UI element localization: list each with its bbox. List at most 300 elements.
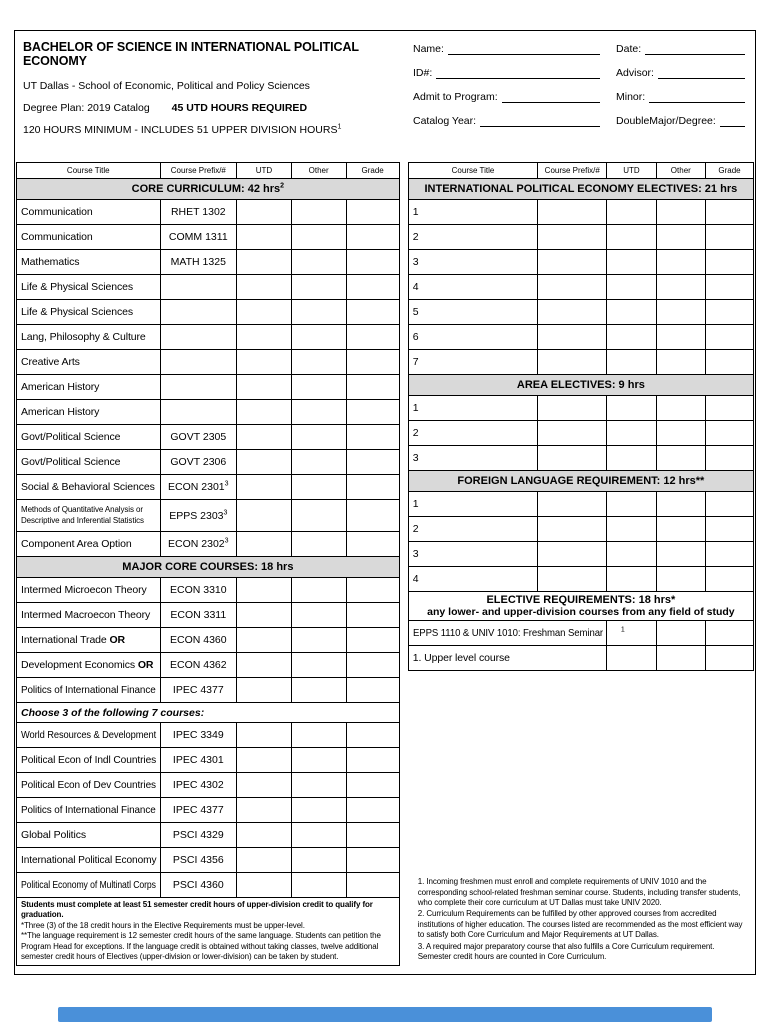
utd-cell[interactable]: [607, 446, 656, 471]
utd-cell[interactable]: [237, 400, 292, 425]
degree-plan-line: [23, 102, 407, 114]
section-header-row: [17, 557, 400, 578]
footnote-line: 3. A required major preparatory course that also fulfills a Core Curriculum requirement. Semester credit hours are counted in Core Curriculum.: [417, 941, 715, 961]
grade-cell[interactable]: [346, 375, 399, 400]
grade-cell[interactable]: [705, 350, 753, 375]
grade-cell[interactable]: [346, 325, 399, 350]
course-row: [17, 350, 400, 375]
course-prefix-cell: RHET 1302: [160, 200, 237, 225]
course-row: [17, 848, 400, 873]
utd-cell[interactable]: [607, 225, 656, 250]
other-cell[interactable]: [291, 748, 346, 773]
footnote-line: 1. Incoming freshmen must enroll and complete requirements of UNIV 1010 and the corresponding school-related freshman seminar course. Students, including transfer students, who complete their core curriculum at UT Dallas must take UNIV 2020.: [417, 877, 741, 907]
bottom-toolbar-bar[interactable]: [58, 1007, 712, 1022]
column-header: Grade: [346, 163, 399, 179]
other-cell[interactable]: [656, 300, 705, 325]
course-prefix-cell: [538, 421, 607, 446]
grade-cell[interactable]: [346, 823, 399, 848]
grade-cell[interactable]: [705, 542, 753, 567]
course-prefix-cell: GOVT 2306: [160, 450, 237, 475]
utd-cell[interactable]: [237, 375, 292, 400]
utd-cell[interactable]: [607, 250, 656, 275]
other-cell[interactable]: [291, 798, 346, 823]
form-field-row: [413, 114, 745, 127]
utd-cell[interactable]: [237, 748, 292, 773]
field-blank-line-double-major-degree[interactable]: [720, 114, 745, 127]
grade-cell[interactable]: [705, 300, 753, 325]
hours-minimum-footnote-ref: 1: [337, 123, 342, 131]
right-course-table: [408, 162, 754, 671]
course-title-cell: 4: [408, 567, 537, 592]
section-header-row: [408, 375, 753, 396]
utd-cell[interactable]: [237, 275, 292, 300]
utd-cell[interactable]: [237, 350, 292, 375]
grade-cell[interactable]: [705, 200, 753, 225]
course-row: [17, 250, 400, 275]
course-title-cell: 1. Upper level course: [408, 646, 607, 671]
grade-cell[interactable]: [346, 723, 399, 748]
course-prefix-cell: EPPS 2303$^3$: [160, 500, 237, 532]
utd-cell[interactable]: [237, 225, 292, 250]
grade-cell[interactable]: [705, 492, 753, 517]
utd-cell[interactable]: [237, 603, 292, 628]
utd-cell[interactable]: [237, 532, 292, 557]
section-header: CORE CURRICULUM: 42 hrs$^2$: [17, 179, 400, 200]
course-prefix-cell: ECON 4362: [160, 653, 237, 678]
course-title-cell: Political Economy of Multinatl Corps: [17, 873, 161, 898]
course-row: [17, 798, 400, 823]
section-header-row: [408, 471, 753, 492]
form-field-minor: [616, 90, 745, 103]
section-header: AREA ELECTIVES: 9 hrs: [408, 375, 753, 396]
utd-cell[interactable]: [237, 723, 292, 748]
course-prefix-cell: PSCI 4329: [160, 823, 237, 848]
other-cell[interactable]: [656, 200, 705, 225]
course-prefix-cell: IPEC 3349: [160, 723, 237, 748]
course-prefix-cell: [538, 446, 607, 471]
other-cell[interactable]: [291, 225, 346, 250]
course-title-cell: 3: [408, 542, 537, 567]
course-title-cell: Political Econ of Indl Countries: [17, 748, 161, 773]
course-row: [17, 225, 400, 250]
section-header: INTERNATIONAL POLITICAL ECONOMY ELECTIVES: 21 hrs: [408, 179, 753, 200]
course-title-cell: Global Politics: [17, 823, 161, 848]
grade-cell[interactable]: [346, 250, 399, 275]
course-prefix-cell: [538, 325, 607, 350]
utd-cell[interactable]: [237, 653, 292, 678]
grade-cell[interactable]: [346, 350, 399, 375]
grade-cell[interactable]: [346, 873, 399, 898]
utd-cell[interactable]: [237, 628, 292, 653]
course-row: [17, 375, 400, 400]
course-title-cell: Govt/Political Science: [17, 425, 161, 450]
utd-hours-required: 45 UTD HOURS REQUIRED: [171, 102, 308, 114]
utd-cell[interactable]: [607, 300, 656, 325]
grade-cell[interactable]: [705, 250, 753, 275]
form-field-row: [413, 66, 745, 79]
course-title-cell: 2: [408, 225, 537, 250]
document-body: [14, 30, 756, 975]
field-label-advisor: Advisor:: [616, 67, 654, 79]
column-header: Other: [656, 163, 705, 179]
field-blank-line-catalog-year[interactable]: [480, 114, 600, 127]
column-header-row: [408, 163, 753, 179]
grade-cell[interactable]: [346, 425, 399, 450]
course-title-cell: 4: [408, 275, 537, 300]
form-field-id-number: [413, 66, 600, 79]
course-row: [17, 723, 400, 748]
other-cell[interactable]: [291, 425, 346, 450]
course-row: [17, 532, 400, 557]
other-cell[interactable]: [656, 225, 705, 250]
column-header: Course Prefix/#: [160, 163, 237, 179]
grade-cell[interactable]: [705, 275, 753, 300]
course-row: [408, 621, 753, 646]
utd-cell[interactable]: [607, 621, 656, 646]
course-row: [17, 400, 400, 425]
course-prefix-cell: IPEC 4377: [160, 798, 237, 823]
grade-cell[interactable]: [705, 421, 753, 446]
column-header: Course Title: [408, 163, 537, 179]
course-title-cell: EPPS 1110 & UNIV 1010: Freshman Seminar $^1$: [408, 621, 607, 646]
other-cell[interactable]: [656, 325, 705, 350]
choose-note: Choose 3 of the following 7 courses:: [17, 703, 400, 723]
other-cell[interactable]: [656, 275, 705, 300]
other-cell[interactable]: [656, 250, 705, 275]
grade-cell[interactable]: [346, 773, 399, 798]
other-cell[interactable]: [291, 350, 346, 375]
other-cell[interactable]: [656, 646, 705, 671]
grade-cell[interactable]: [705, 567, 753, 592]
field-blank-line-advisor[interactable]: [658, 66, 745, 79]
course-prefix-cell: PSCI 4356: [160, 848, 237, 873]
grade-cell[interactable]: [346, 500, 399, 532]
course-title-cell: 5: [408, 300, 537, 325]
other-cell[interactable]: [291, 603, 346, 628]
course-title-cell: Intermed Macroecon Theory: [17, 603, 161, 628]
section-header-row: [17, 179, 400, 200]
course-row: [17, 500, 400, 532]
field-blank-line-minor[interactable]: [649, 90, 745, 103]
course-row: [17, 823, 400, 848]
utd-cell[interactable]: [607, 492, 656, 517]
course-row: [408, 646, 753, 671]
form-field-admit-to-program: [413, 90, 600, 103]
course-title-cell: Politics of International Finance: [17, 798, 161, 823]
choose-note-row: [17, 703, 400, 723]
course-title-cell: 6: [408, 325, 537, 350]
course-prefix-cell: IPEC 4377: [160, 678, 237, 703]
grade-cell[interactable]: [705, 225, 753, 250]
course-row: [17, 275, 400, 300]
course-title-cell: 1: [408, 396, 537, 421]
grade-cell[interactable]: [346, 748, 399, 773]
course-prefix-cell: ECON 3310: [160, 578, 237, 603]
grade-cell[interactable]: [346, 225, 399, 250]
course-title-cell: 1: [408, 492, 537, 517]
other-cell[interactable]: [291, 400, 346, 425]
grade-cell[interactable]: [705, 396, 753, 421]
course-prefix-cell: [160, 350, 237, 375]
course-prefix-cell: ECON 4360: [160, 628, 237, 653]
course-title-cell: 3: [408, 250, 537, 275]
course-title-cell: Mathematics: [17, 250, 161, 275]
course-prefix-cell: [538, 396, 607, 421]
form-field-date: [616, 42, 745, 55]
course-row: [17, 678, 400, 703]
field-blank-line-id-number[interactable]: [436, 66, 600, 79]
grade-cell[interactable]: [705, 446, 753, 471]
course-title-cell: International Trade OR: [17, 628, 161, 653]
course-prefix-cell: COMM 1311: [160, 225, 237, 250]
footnote-line: *Three (3) of the 18 credit hours in the Elective Requirements must be upper-level.: [21, 920, 305, 930]
course-title-cell: Component Area Option: [17, 532, 161, 557]
course-row: [17, 773, 400, 798]
utd-cell[interactable]: [607, 542, 656, 567]
grade-cell[interactable]: [705, 621, 753, 646]
course-title-cell: Creative Arts: [17, 350, 161, 375]
section-header: ELECTIVE REQUIREMENTS: 18 hrs* any lower- and upper-division courses from any field of study: [408, 592, 753, 621]
course-title-cell: 7: [408, 350, 537, 375]
course-prefix-cell: [160, 325, 237, 350]
hours-minimum-text: 120 HOURS MINIMUM - INCLUDES 51 UPPER DIVISION HOURS: [23, 124, 338, 136]
tables-area: [15, 162, 755, 966]
course-row: [408, 250, 753, 275]
left-notes: [16, 898, 400, 966]
utd-cell[interactable]: [237, 773, 292, 798]
utd-cell[interactable]: [607, 646, 656, 671]
course-row: [408, 396, 753, 421]
utd-cell[interactable]: [607, 517, 656, 542]
utd-cell[interactable]: [237, 678, 292, 703]
form-field-double-major-degree: [616, 114, 745, 127]
course-row: [17, 475, 400, 500]
other-cell[interactable]: [291, 628, 346, 653]
course-prefix-cell: [538, 350, 607, 375]
course-prefix-cell: [538, 275, 607, 300]
other-cell[interactable]: [291, 678, 346, 703]
utd-cell[interactable]: [607, 275, 656, 300]
other-cell[interactable]: [291, 325, 346, 350]
document-header: [15, 31, 755, 150]
left-column: [16, 162, 400, 966]
section-header: FOREIGN LANGUAGE REQUIREMENT: 12 hrs**: [408, 471, 753, 492]
hours-minimum-line: [23, 124, 407, 136]
header-form-fields: [413, 40, 745, 146]
other-cell[interactable]: [656, 517, 705, 542]
utd-cell[interactable]: [237, 823, 292, 848]
other-cell[interactable]: [656, 621, 705, 646]
grade-cell[interactable]: [346, 532, 399, 557]
course-row: [408, 567, 753, 592]
footnote-line: 2. Curriculum Requirements can be fulfilled by other approved courses from accredited institutions of higher education. The courses listed are recommended as the most efficient way to satisfy both Core Curriculum and Major Requirements at UT Dallas.: [417, 909, 743, 940]
course-prefix-cell: [538, 567, 607, 592]
utd-cell[interactable]: [607, 350, 656, 375]
field-blank-line-name[interactable]: [448, 42, 600, 55]
course-title-cell: Politics of International Finance: [17, 678, 161, 703]
column-header: UTD: [237, 163, 292, 179]
utd-cell[interactable]: [237, 798, 292, 823]
left-course-table: [16, 162, 400, 898]
other-cell[interactable]: [291, 500, 346, 532]
course-prefix-cell: ECON 2302$^3$: [160, 532, 237, 557]
grade-cell[interactable]: [346, 275, 399, 300]
other-cell[interactable]: [291, 250, 346, 275]
grade-cell[interactable]: [705, 517, 753, 542]
utd-cell[interactable]: [607, 200, 656, 225]
course-row: [408, 421, 753, 446]
course-row: [408, 446, 753, 471]
utd-cell[interactable]: [607, 396, 656, 421]
grade-cell[interactable]: [705, 646, 753, 671]
grade-cell[interactable]: [346, 300, 399, 325]
other-cell[interactable]: [291, 848, 346, 873]
course-row: [17, 603, 400, 628]
section-header-row: [408, 592, 753, 621]
course-title-cell: Political Econ of Dev Countries: [17, 773, 161, 798]
course-row: [17, 578, 400, 603]
course-title-cell: 3: [408, 446, 537, 471]
course-row: [17, 300, 400, 325]
course-row: [408, 325, 753, 350]
utd-cell[interactable]: [237, 200, 292, 225]
other-cell[interactable]: [656, 446, 705, 471]
course-title-cell: World Resources & Development: [17, 723, 161, 748]
grade-cell[interactable]: [346, 678, 399, 703]
course-row: [408, 275, 753, 300]
course-title-cell: Communication: [17, 225, 161, 250]
course-title-cell: Life & Physical Sciences: [17, 300, 161, 325]
grade-cell[interactable]: [346, 475, 399, 500]
utd-cell[interactable]: [237, 250, 292, 275]
utd-cell[interactable]: [607, 325, 656, 350]
other-cell[interactable]: [291, 723, 346, 748]
grade-cell[interactable]: [346, 628, 399, 653]
course-prefix-cell: [538, 517, 607, 542]
utd-cell[interactable]: [237, 300, 292, 325]
course-prefix-cell: IPEC 4301: [160, 748, 237, 773]
grade-cell[interactable]: [346, 798, 399, 823]
course-prefix-cell: ECON 2301$^3$: [160, 475, 237, 500]
other-cell[interactable]: [291, 873, 346, 898]
course-prefix-cell: IPEC 4302: [160, 773, 237, 798]
other-cell[interactable]: [291, 653, 346, 678]
school-name: UT Dallas - School of Economic, Political and Policy Sciences: [23, 80, 310, 92]
grade-cell[interactable]: [346, 200, 399, 225]
utd-cell[interactable]: [237, 475, 292, 500]
course-title-cell: 2: [408, 421, 537, 446]
course-title-cell: 1: [408, 200, 537, 225]
right-column: [408, 162, 754, 966]
utd-cell[interactable]: [607, 567, 656, 592]
other-cell[interactable]: [291, 200, 346, 225]
utd-cell[interactable]: [607, 421, 656, 446]
utd-cell[interactable]: [237, 425, 292, 450]
course-prefix-cell: [538, 300, 607, 325]
course-row: [17, 748, 400, 773]
course-prefix-cell: [538, 492, 607, 517]
other-cell[interactable]: [656, 542, 705, 567]
grade-cell[interactable]: [346, 603, 399, 628]
form-field-advisor: [616, 66, 745, 79]
other-cell[interactable]: [291, 375, 346, 400]
column-header: Grade: [705, 163, 753, 179]
course-prefix-cell: [160, 275, 237, 300]
other-cell[interactable]: [291, 823, 346, 848]
other-cell[interactable]: [291, 275, 346, 300]
other-cell[interactable]: [291, 578, 346, 603]
column-header: Other: [291, 163, 346, 179]
form-field-catalog-year: [413, 114, 600, 127]
field-label-date: Date:: [616, 43, 642, 55]
column-header: UTD: [607, 163, 656, 179]
course-row: [408, 225, 753, 250]
course-title-cell: American History: [17, 375, 161, 400]
other-cell[interactable]: [291, 773, 346, 798]
other-cell[interactable]: [291, 475, 346, 500]
utd-cell[interactable]: [237, 873, 292, 898]
utd-cell[interactable]: [237, 578, 292, 603]
course-row: [408, 200, 753, 225]
other-cell[interactable]: [656, 492, 705, 517]
field-label-double-major-degree: DoubleMajor/Degree:: [616, 115, 716, 127]
grade-cell[interactable]: [346, 400, 399, 425]
section-subheader: any lower- and upper-division courses from any field of study: [427, 606, 735, 618]
grade-cell[interactable]: [346, 848, 399, 873]
course-row: [408, 350, 753, 375]
other-cell[interactable]: [656, 396, 705, 421]
grade-cell[interactable]: [705, 325, 753, 350]
course-title-cell: American History: [17, 400, 161, 425]
other-cell[interactable]: [291, 532, 346, 557]
field-blank-line-admit-to-program[interactable]: [502, 90, 600, 103]
course-row: [408, 492, 753, 517]
course-title-cell: Development Economics OR: [17, 653, 161, 678]
other-cell[interactable]: [656, 350, 705, 375]
header-left: [23, 40, 413, 146]
grade-cell[interactable]: [346, 578, 399, 603]
utd-cell[interactable]: [237, 450, 292, 475]
grade-cell[interactable]: [346, 450, 399, 475]
course-title-cell: Methods of Quantitative Analysis or Descriptive and Inferential Statistics: [17, 500, 161, 532]
course-prefix-cell: [538, 542, 607, 567]
utd-cell[interactable]: [237, 848, 292, 873]
footnote-line: **The language requirement is 12 semester credit hours of the same language. Students can petition the Program Head for exceptions. If the language credit is obtained without taking classes, twelve additional semester credit hours of Electives (upper-division or lower-division) can be taken by student.: [21, 931, 381, 961]
utd-cell[interactable]: [237, 325, 292, 350]
column-header: Course Prefix/#: [538, 163, 607, 179]
field-blank-line-date[interactable]: [645, 42, 745, 55]
section-header-row: [408, 179, 753, 200]
grade-cell[interactable]: [346, 653, 399, 678]
other-cell[interactable]: [291, 300, 346, 325]
course-prefix-cell: MATH 1325: [160, 250, 237, 275]
course-title-cell: Communication: [17, 200, 161, 225]
course-prefix-cell: [160, 300, 237, 325]
course-prefix-cell: PSCI 4360: [160, 873, 237, 898]
course-title-cell: Intermed Microecon Theory: [17, 578, 161, 603]
form-field-name: [413, 42, 600, 55]
footnote-line: Students must complete at least 51 semester credit hours of upper-division credit to qualify for graduation.: [21, 900, 373, 920]
utd-cell[interactable]: [237, 500, 292, 532]
course-title-cell: Social & Behavioral Sciences: [17, 475, 161, 500]
other-cell[interactable]: [656, 567, 705, 592]
course-title-cell: Lang, Philosophy & Culture: [17, 325, 161, 350]
field-label-minor: Minor:: [616, 91, 646, 103]
course-prefix-cell: [538, 200, 607, 225]
other-cell[interactable]: [291, 450, 346, 475]
field-label-catalog-year: Catalog Year:: [413, 115, 477, 127]
other-cell[interactable]: [656, 421, 705, 446]
